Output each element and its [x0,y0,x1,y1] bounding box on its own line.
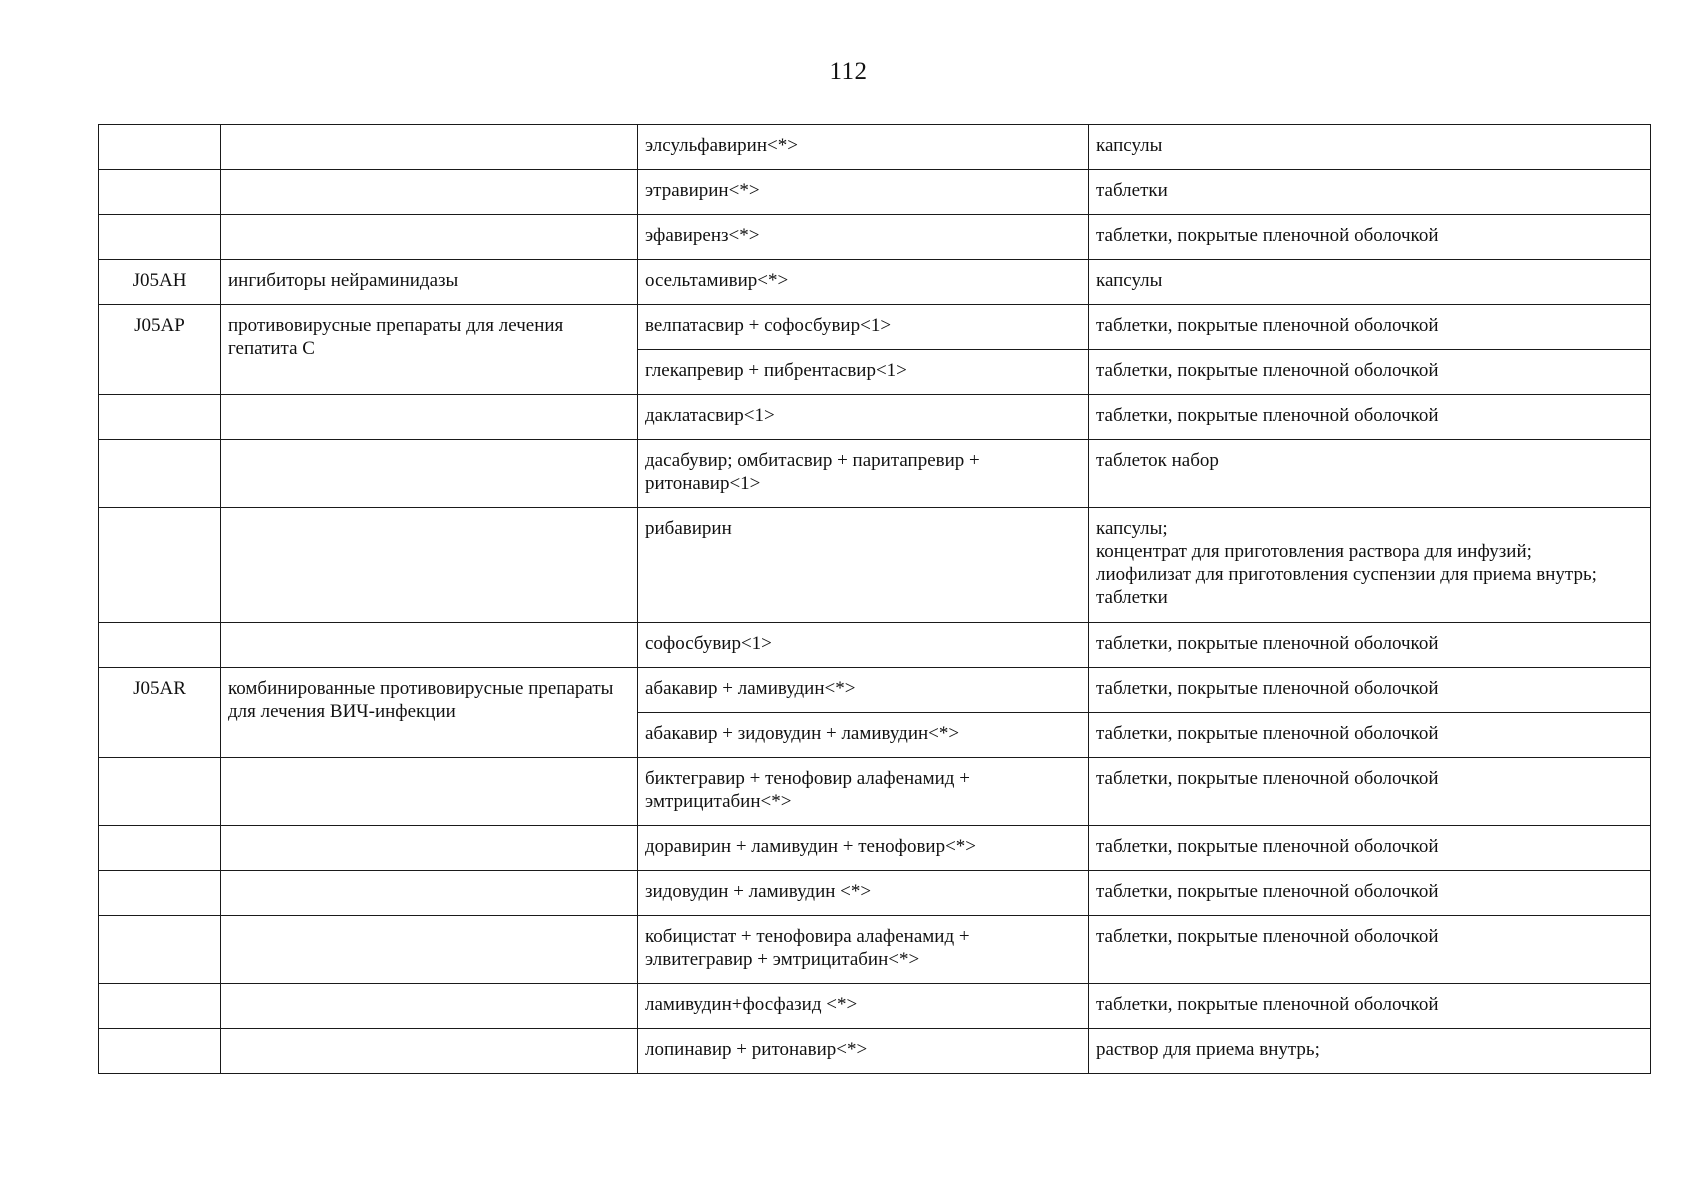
group-name-cell [221,508,638,623]
drug-name-cell: ламивудин+фосфазид <*> [638,984,1089,1029]
drug-name-cell: глекапревир + пибрентасвир<1> [638,350,1089,395]
atc-code-cell [99,1029,221,1074]
group-name-cell [221,215,638,260]
drug-name-cell: доравирин + ламивудин + тенофовир<*> [638,826,1089,871]
atc-code-cell [99,984,221,1029]
drug-name-cell: абакавир + зидовудин + ламивудин<*> [638,713,1089,758]
table-row [99,305,1651,350]
atc-code-cell [99,916,221,984]
dosage-form-cell: таблеток набор [1089,440,1651,508]
group-name-cell [221,871,638,916]
drug-name-cell: осельтамивир<*> [638,260,1089,305]
dosage-form-cell: таблетки, покрытые пленочной оболочкой [1089,395,1651,440]
group-name-cell [221,984,638,1029]
dosage-form-cell: раствор для приема внутрь; [1089,1029,1651,1074]
group-name-cell [221,170,638,215]
dosage-form-cell: таблетки, покрытые пленочной оболочкой [1089,305,1651,350]
table-row [99,1029,1651,1074]
dosage-form-cell: таблетки, покрытые пленочной оболочкой [1089,350,1651,395]
group-name-cell [221,623,638,668]
table-row [99,623,1651,668]
dosage-form-cell: таблетки, покрытые пленочной оболочкой [1089,871,1651,916]
atc-code-cell [99,826,221,871]
group-name-cell [221,758,638,826]
group-name-cell [221,916,638,984]
dosage-form-cell: таблетки, покрытые пленочной оболочкой [1089,713,1651,758]
drug-name-cell: биктегравир + тенофовир алафенамид + эмтрицитабин<*> [638,758,1089,826]
atc-code-cell: J05AH [99,260,221,305]
table-row [99,260,1651,305]
atc-code-cell [99,125,221,170]
drug-name-cell: даклатасвир<1> [638,395,1089,440]
atc-code-cell: J05AP [99,305,221,395]
atc-code-cell [99,170,221,215]
dosage-form-cell: капсулы [1089,260,1651,305]
table-row [99,125,1651,170]
atc-code-cell: J05AR [99,668,221,758]
table-row [99,826,1651,871]
group-name-cell: комбинированные противовирусные препараты для лечения ВИЧ-инфекции [221,668,638,758]
atc-code-cell [99,623,221,668]
atc-code-cell [99,215,221,260]
table-row [99,916,1651,984]
dosage-form-cell: таблетки, покрытые пленочной оболочкой [1089,984,1651,1029]
atc-code-cell [99,508,221,623]
table-row [99,758,1651,826]
dosage-form-cell: таблетки, покрытые пленочной оболочкой [1089,916,1651,984]
table-row [99,215,1651,260]
group-name-cell [221,440,638,508]
drug-list-table [98,124,1651,1074]
drug-name-cell: кобицистат + тенофовира алафенамид + элвитегравир + эмтрицитабин<*> [638,916,1089,984]
drug-name-cell: абакавир + ламивудин<*> [638,668,1089,713]
table-row [99,984,1651,1029]
group-name-cell [221,395,638,440]
drug-name-cell: зидовудин + ламивудин <*> [638,871,1089,916]
atc-code-cell [99,758,221,826]
group-name-cell: ингибиторы нейраминидазы [221,260,638,305]
drug-name-cell: лопинавир + ритонавир<*> [638,1029,1089,1074]
atc-code-cell [99,440,221,508]
group-name-cell: противовирусные препараты для лечения гепатита С [221,305,638,395]
table-row [99,395,1651,440]
drug-name-cell: дасабувир; омбитасвир + паритапревир + ритонавир<1> [638,440,1089,508]
drug-name-cell: этравирин<*> [638,170,1089,215]
drug-name-cell: элсульфавирин<*> [638,125,1089,170]
drug-name-cell: софосбувир<1> [638,623,1089,668]
table-row [99,440,1651,508]
dosage-form-cell: таблетки, покрытые пленочной оболочкой [1089,623,1651,668]
dosage-form-cell: таблетки, покрытые пленочной оболочкой [1089,826,1651,871]
atc-code-cell [99,395,221,440]
table-row [99,170,1651,215]
dosage-form-cell: капсулы [1089,125,1651,170]
drug-name-cell: велпатасвир + софосбувир<1> [638,305,1089,350]
drug-name-cell: эфавиренз<*> [638,215,1089,260]
dosage-form-cell: таблетки, покрытые пленочной оболочкой [1089,215,1651,260]
table-row [99,508,1651,623]
dosage-form-cell: таблетки [1089,170,1651,215]
atc-code-cell [99,871,221,916]
dosage-form-cell: таблетки, покрытые пленочной оболочкой [1089,668,1651,713]
page-number: 112 [829,58,868,85]
table-row [99,871,1651,916]
group-name-cell [221,1029,638,1074]
group-name-cell [221,125,638,170]
drug-name-cell: рибавирин [638,508,1089,623]
group-name-cell [221,826,638,871]
table-row [99,668,1651,713]
dosage-form-cell: капсулы; концентрат для приготовления раствора для инфузий; лиофилизат для приготовления суспензии для приема внутрь; таблетки [1089,508,1651,623]
dosage-form-cell: таблетки, покрытые пленочной оболочкой [1089,758,1651,826]
